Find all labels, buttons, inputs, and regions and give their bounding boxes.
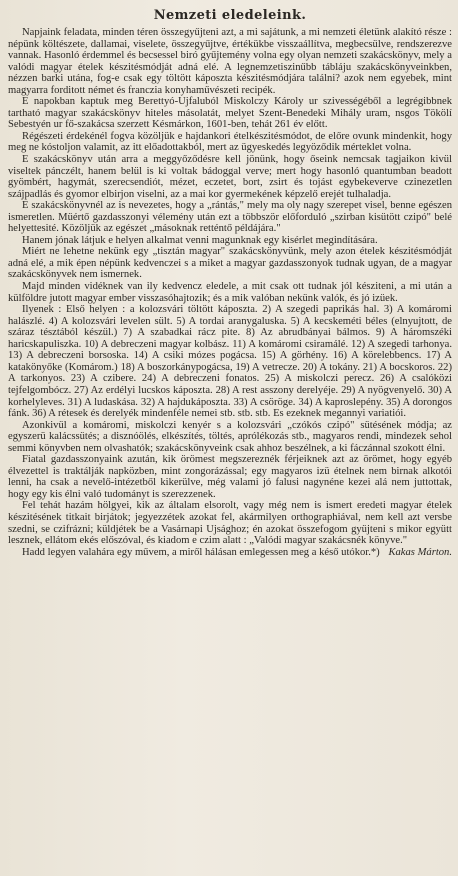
paragraph: Ilyenek : Első helyen : a kolozsvári töltött káposzta. 2) A szegedi paprikás hal. 3) A komáromi halászlé. 4) A kolozsvári levelen sült. 5) A tordai aranygaluska. 5) A kecskeméti béles (elnyujtott, de száraz tésztából készül.) 7) A szabadkai rácz pite. 8) Az abrudbányai bálmos. 9) A háromszéki haricskapuliszka. 10) A debreczeni magyar kolbász. 11) A komáromi csiramálé. 12) A szegedi tarhonya. 13) A debreczeni borsoska. 14) A csiki mózes pogácsa. 15) A görhény. 16) A körelebbencs. 17) A katakönyőke (Komárom.) 18) A boszorkánypogácsa, 19) A vetrecze. 20) A tokány. 21) A bocskoros. 22) A tarkonyos. 23) A czibere. 24) A debreczeni fonatos. 25) A miskolczi perecz. 26) A csalóközi tejfelgombócz. 27) Az erdélyi lucskos káposzta. 28) A rest asszony derelyéje. 29) A nyögvenyelő. 30) A korhelyleves. 31) A ludaskása. 32) A hajdukáposzta. 33) A csöröge. 34) A kaproslepény. 35) A dorongos fánk. 36) A rétesek és derelyék mindenféle nemei stb. stb. stb. Es ezeknek megannyi variatiói.	[8, 304, 452, 420]
article-title: Nemzeti eledeleink.	[153, 8, 307, 23]
paragraph: E szakácskönyvnél az is nevezetes, hogy a „rántás," mely ma oly nagy szerepet visel, benne egészen ismeretlen. Müértő gazdasszonyi vélemény után ezt a többször előforduló „szirban kisütött czipó" belé helyettesité. Közöljük az egészet „másoknak retténtő példájára."	[8, 200, 452, 235]
paragraph: Napjaink feladata, minden téren összegyűjteni azt, a mi sajátunk, a mi nemzeti életünk alakító része : népünk költészete, dallamai, viselete, összegyűjtve, értékükbe visszaállítva, megbecsülve, rendszerezve vannak. Hasonló érdemmel és becsessel biró gyűjtemény volna egy olyan nemzeti szakácskönyv, mely a valódi magyar ételek készitésmódját adná elé. A legnemzetiszinűbb tábláju szakácskönyveinkben, nézzen barki utána, fog-e csak egy töltött káposzta készitésmódjára találni? azok nem egyebek, mint magyarra forditott német és franczia konyhaművészeti recipék.	[8, 27, 452, 96]
paragraph: E szakácskönyv után arra a meggyőződésre kell jönünk, hogy őseink nemcsak tagjaikon kivül viseltek pánczélt, hanem belül is ki voltak bádoggal verve; mert hogy hasonló quantumban beadott gyömbért, hagymát, szerecsendiót, mézet, eczetet, bort, zsirt és tojást egybekeverve czinezetlen szájpadlás és gyomor elbirjon viselni, az a mai kor gyermekének képzelő erejét tulhaladja.	[8, 154, 452, 200]
closing-paragraph: Hadd legyen valahára egy művem, a miről hálásan emlegessen meg a késő utókor.*)	[22, 546, 380, 558]
paragraph: Miért ne lehetne nekünk egy „tisztán magyar" szakácskönyvünk, mely azon ételek készitésmódját adná elé, a mik épen népünk kedvenczei s a miket a magyar gazdasszonyok tudnak ugyan, de a magyar szakácskönyvek nem ismernek.	[8, 246, 452, 281]
article-body	[8, 27, 452, 547]
paragraph: Régészeti érdekénél fogva közöljük e hajdankori ételkészitésmódot, de előre ovunk mindenkit, hogy meg ne kóstoljon valamit, az itt előadottakból, mert az ügyeskedés legyöződik mérteklet volna.	[8, 130, 452, 154]
paragraph: Azonkivül a komáromi, miskolczi kenyér s a kolozsvári „czókós czipó" sütésének módja; az egyszerü kalácssütés; a disznóölés, elkészítés, töltés, aprólékozás stb., magyaros rendi, mindezek sehol semmi könyvben nem olvashatók; szakácskönyveink csak ahhoz beszélnek, a ki fáczánnal szokott élni.	[8, 419, 452, 454]
paragraph: Fiatal gazdasszonyaink azután, kik örömest megszereznék férjeiknek azt az örömet, hogy egyéb élvezettel is traktálják napközben, mint zongorázással; egy magyaros izü ételnek nem birnak alkotói lenni, ha csak a nevelő-intézetből kikerülve, még valami jó falusi nagynéne kezei alá nem juttottak, hogy egy kis élni való tudományt is szerezzenek.	[8, 454, 452, 500]
paragraph: Fel tehát hazám hölgyei, kik az általam elsorolt, vagy még nem is ismert eredeti magyar ételek készitésének titkait birjátok; jegyezzétek azokat fel, akármilyen orthographiával, nem kell azt versbe szedni, se czifrázni; küldjétek be a Vasárnapi Ujsághoz; én azokat összefogom gyüjteni s mikor együtt lesznek, ellátom ekés előszóval, és kiadom e czim alatt : „Valódi magyar szakácsnék könyve."	[8, 500, 452, 547]
paragraph: Hanem jónak látjuk e helyen alkalmat venni magunknak egy kisérlet megindítására.	[22, 234, 378, 246]
paragraph: E napokban kaptuk meg Berettyó-Ujfaluból Miskolczy Károly ur szivességéből a legrégibbnek tartható magyar szakácskönyv hiteles másolatát, melyet Szent-Benedeki Mihály uram, nsgos Tökölí Sebestyén ur fő-szakácsa szerzett Késmárkon, 1601-ben, tehát 261 év előtt.	[8, 96, 452, 131]
paragraph: Majd minden vidéknek van ily kedvencz eledele, a mit csak ott tudnak jól késziteni, a mi után a külföldre jutott magyar ember visszasóhajtozik; és a mik valóban nekünk valók, és jó izüek.	[8, 281, 452, 304]
closing-line	[8, 547, 452, 559]
author-signature: Kakas Márton.	[388, 546, 452, 558]
